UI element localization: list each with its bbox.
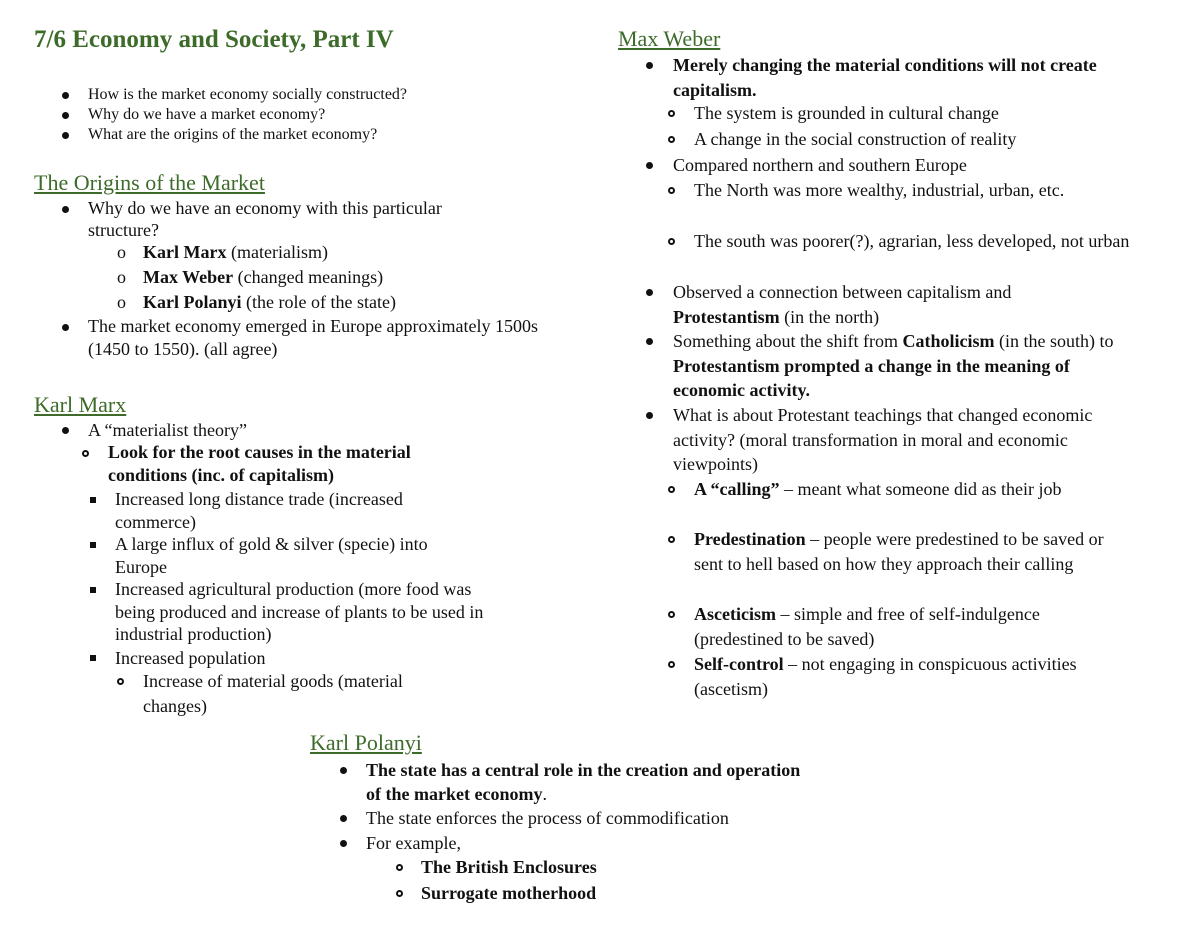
theorist-item xyxy=(143,240,328,265)
weber-term: Protestantism xyxy=(673,306,780,327)
weber-term: Predestination xyxy=(694,529,806,549)
section-heading-origins: The Origins of the Market xyxy=(34,170,265,195)
weber-point xyxy=(673,280,1093,329)
weber-term: Self-control xyxy=(694,654,784,674)
ring-bullet xyxy=(117,678,124,685)
bullet-dot xyxy=(646,412,653,419)
square-bullet xyxy=(90,655,96,661)
theorist-note: (changed meanings) xyxy=(233,267,384,287)
bullet-dot xyxy=(340,840,347,847)
theorist-name: Max Weber xyxy=(143,267,234,287)
ring-bullet xyxy=(668,136,675,143)
weber-text: Something about the shift from xyxy=(673,331,903,351)
square-bullet xyxy=(90,497,96,503)
bullet-dot xyxy=(646,162,653,169)
weber-text: (in the south) to xyxy=(994,331,1114,351)
weber-text: – meant what someone did as their job xyxy=(779,479,1062,499)
sub-bullet-marker: o xyxy=(117,242,126,262)
marx-cause: Increased agricultural production (more food was being produced and increase of plants to be used in industrial production) xyxy=(115,579,484,644)
page-title: 7/6 Economy and Society, Part IV xyxy=(34,26,394,53)
theorist-note: (materialism) xyxy=(226,242,328,262)
ring-bullet xyxy=(82,450,89,457)
marx-cause: A large influx of gold & silver (specie) into Europe xyxy=(115,534,428,577)
theorist-name: Karl Polanyi xyxy=(143,292,242,312)
weber-teaching xyxy=(694,527,1124,576)
theorist-item xyxy=(143,290,396,315)
theorist-item xyxy=(143,265,383,290)
square-bullet xyxy=(90,587,96,593)
origins-question: Why do we have an economy with this particular structure? xyxy=(88,198,442,240)
weber-text: – people were predestined to be saved or sent to hell based on how they approach their calling xyxy=(694,529,1104,574)
weber-text: – simple and free of self-indulgence (predestined to be saved) xyxy=(694,604,1040,649)
marx-cause: Increased long distance trade (increased commerce) xyxy=(115,489,403,532)
section-heading-weber: Max Weber xyxy=(618,26,721,51)
weber-teaching xyxy=(694,477,1114,502)
section-heading-marx: Karl Marx xyxy=(34,392,127,417)
weber-text: Observed a connection between capitalism and xyxy=(673,282,1012,302)
intro-question: Why do we have a market economy? xyxy=(88,106,326,123)
intro-question: How is the market economy socially constructed? xyxy=(88,86,408,103)
ring-bullet xyxy=(668,661,675,668)
weber-subpoint: The North was more wealthy, industrial, urban, etc. xyxy=(694,180,1065,200)
weber-term: Protestantism prompted a change in the meaning of economic activity. xyxy=(673,355,1070,400)
ring-bullet xyxy=(668,238,675,245)
polanyi-point: The state enforces the process of commodification xyxy=(366,808,729,828)
polanyi-text: . xyxy=(542,784,547,804)
weber-text: – not engaging in conspicuous activities (ascetism) xyxy=(694,654,1077,699)
weber-term: Catholicism xyxy=(902,331,995,351)
weber-teaching xyxy=(694,652,1094,701)
weber-subpoint: The system is grounded in cultural change xyxy=(694,103,999,123)
bullet-dot xyxy=(62,112,69,119)
bullet-dot xyxy=(646,62,653,69)
polanyi-point: For example, xyxy=(366,833,461,853)
origins-statement: The market economy emerged in Europe approximately 1500s (1450 to 1550). (all agree) xyxy=(88,316,539,359)
ring-bullet xyxy=(668,611,675,618)
weber-subpoint: The south was poorer(?), agrarian, less developed, not urban xyxy=(694,231,1130,251)
weber-text: (in the north) xyxy=(779,306,880,327)
marx-cause: Increased population xyxy=(115,648,266,668)
weber-point: Merely changing the material conditions will not create capitalism. xyxy=(673,55,1097,100)
ring-bullet xyxy=(668,486,675,493)
weber-point: Compared northern and southern Europe xyxy=(673,155,967,175)
theorist-note: (the role of the state) xyxy=(241,292,396,312)
weber-subpoint: A change in the social construction of reality xyxy=(694,129,1017,149)
marx-subpoint: Look for the root causes in the material conditions (inc. of capitalism) xyxy=(108,442,411,485)
marx-effect: Increase of material goods (material changes) xyxy=(143,671,403,716)
bullet-dot xyxy=(646,289,653,296)
marx-point: A “materialist theory” xyxy=(88,420,247,440)
bullet-dot xyxy=(62,206,69,213)
bullet-dot xyxy=(340,767,347,774)
ring-bullet xyxy=(668,187,675,194)
ring-bullet xyxy=(396,864,403,871)
weber-teaching xyxy=(694,602,1114,651)
bullet-dot xyxy=(62,92,69,99)
intro-question: What are the origins of the market economy? xyxy=(88,126,378,143)
bullet-dot xyxy=(62,132,69,139)
bullet-dot xyxy=(62,324,69,331)
weber-point xyxy=(673,329,1123,403)
square-bullet xyxy=(90,542,96,548)
sub-bullet-marker: o xyxy=(117,292,126,312)
weber-point: What is about Protestant teachings that changed economic activity? (moral transformation in moral and economic viewpoints) xyxy=(673,405,1093,474)
weber-term: Asceticism xyxy=(694,604,776,624)
weber-term: A “calling” xyxy=(694,479,780,499)
ring-bullet xyxy=(668,536,675,543)
theorist-name: Karl Marx xyxy=(143,242,227,262)
bullet-dot xyxy=(646,338,653,345)
sub-bullet-marker: o xyxy=(117,267,126,287)
polanyi-example: Surrogate motherhood xyxy=(421,883,597,903)
polanyi-term: The state has a central role in the creation and operation of the market economy xyxy=(366,760,801,804)
section-heading-polanyi: Karl Polanyi xyxy=(310,730,422,755)
polanyi-point xyxy=(366,758,806,806)
ring-bullet xyxy=(396,890,403,897)
bullet-dot xyxy=(340,815,347,822)
bullet-dot xyxy=(62,427,69,434)
polanyi-example: The British Enclosures xyxy=(421,857,597,877)
ring-bullet xyxy=(668,110,675,117)
